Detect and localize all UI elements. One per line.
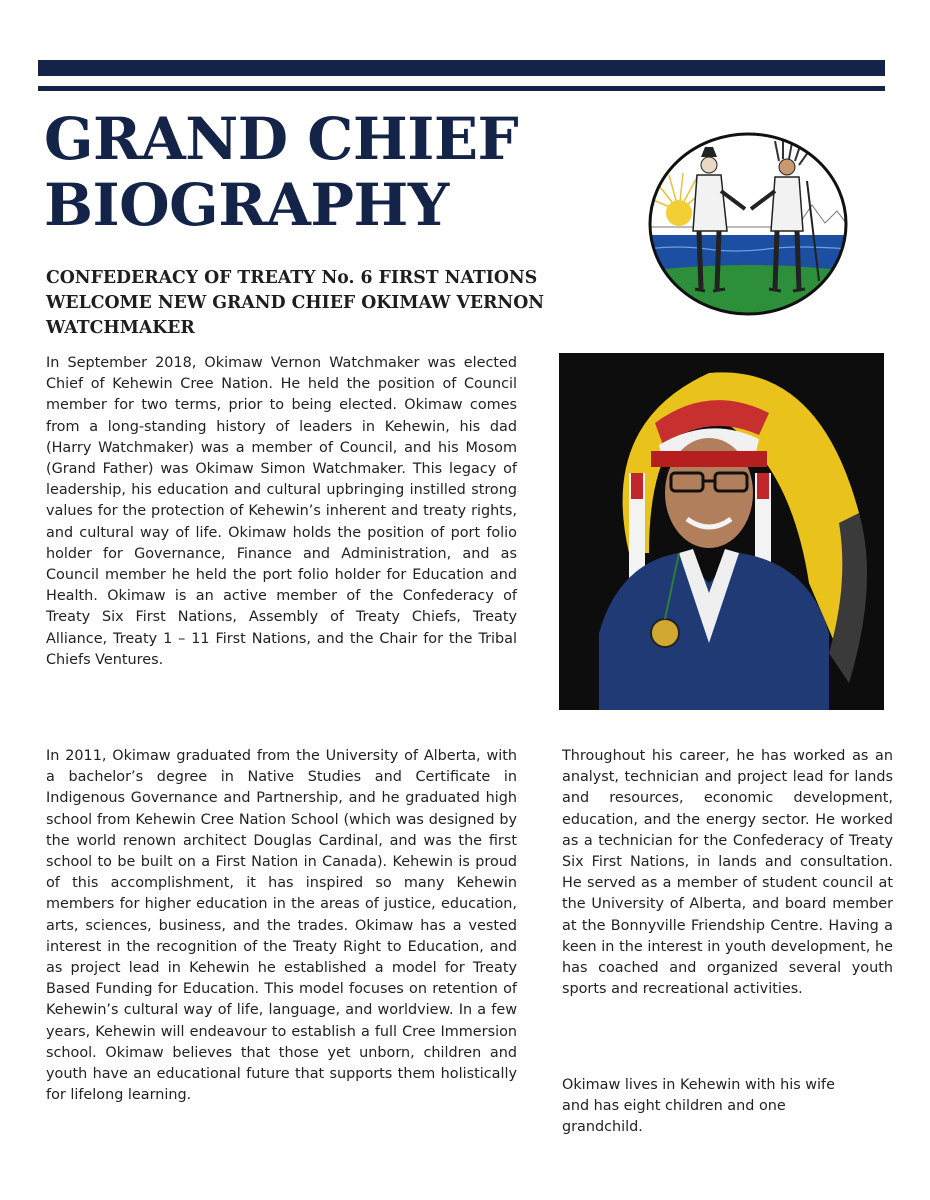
title-line-1: GRAND CHIEF [44,105,519,173]
paragraph-career: Throughout his career, he has worked as an analyst, technician and project lead for lands and resources, economic development, education, and the energy sector. He worked as a technician for the Confederacy of Treaty Six First Nations, in lands and consultation. He served as a member of student council at the University of Alberta, and board member at the Bonnyville Friendship Centre. Having a keen in the interest in youth development, he has coached and organized several youth sports and recreational activities. [562,748,893,998]
grand-chief-portrait [559,353,884,710]
paragraph-intro: In September 2018, Okimaw Vernon Watchmaker was elected Chief of Kehewin Cree Nation. He held the position of Council member for two terms, prior to being elected. Okimaw comes from a long-standing history of leaders in Kehewin, his dad (Harry Watchmaker) was a member of Council, and his Mosom (Grand Father) was Okimaw Simon Watchmaker. This legacy of leadership, his education and cultural upbringing instilled strong values for the protection of Kehewin’s inherent and treaty rights, and cultural way of life. Okimaw holds the position of port folio holder for Governance, Finance and Administration, and as Council member he held the port folio holder for Education and Health. Okimaw is an active member of the Confederacy of Treaty Six First Nations, Assembly of Treaty Chiefs, Treaty Alliance, Treaty 1 – 11 First Nations, and the Chair for the Tribal Chiefs Ventures. [46,355,517,668]
treaty-six-seal [647,131,849,317]
paragraph-education: In 2011, Okimaw graduated from the University of Alberta, with a bachelor’s degree in Native Studies and Certificate in Indigenous Governance and Partnership, and he graduated high school from Kehewin Cree Nation School (which was designed by the world renown architect Douglas Cardinal, and was the first school to be built on a First Nation in Canada). Kehewin is proud of this accomplishment, it has inspired so many Kehewin members for higher education in the areas of justice, education, arts, sciences, business, and the trades. Okimaw has a vested interest in the recognition of the Treaty Right to Education, and as project lead in Kehewin he established a model for Treaty Based Funding for Education. This model focuses on retention of Kehewin’s cultural way of life, language, and worldview. In a few years, Kehewin will endeavour to establish a full Cree Immersion school. Okimaw believes that those yet unborn, children and youth have an educational future that supports them holistically for lifelong learning. [46,748,517,1104]
paragraph-family: Okimaw lives in Kehewin with his wife and has eight children and one grandchild. [562,1077,835,1136]
title-line-2: BIOGRAPHY [44,171,449,239]
header-rule-thin [38,86,885,91]
header-rule-thick [38,60,885,76]
subtitle: CONFEDERACY OF TREATY No. 6 FIRST NATIONS WELCOME NEW GRAND CHIEF OKIMAW VERNON WATCHMAKER [46,268,545,338]
page-title [44,106,518,238]
